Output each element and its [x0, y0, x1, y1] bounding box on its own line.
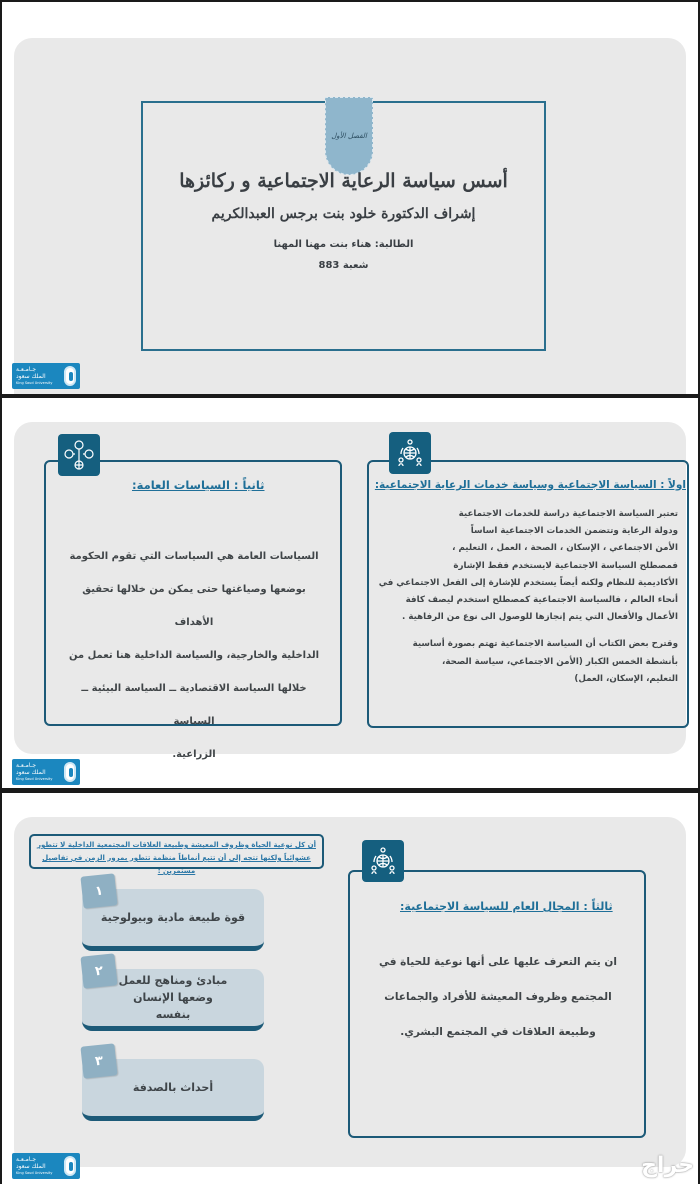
text-line: بوضعها وصياغتها حتى يمكن من خلالها تحقيق الأهداف	[82, 584, 306, 628]
logo-text-ar-1: جـامـعـة	[16, 761, 37, 769]
university-seal-icon	[64, 366, 76, 386]
step-text: قوة طبيعة مادية وبيولوجية	[100, 911, 246, 924]
section-3-title: ثالثاً : المجال العام للسياسة الاجتماعية:	[400, 900, 613, 913]
people-network-globe-icon	[58, 434, 100, 476]
chapter-label: الفصل الأول	[331, 132, 367, 140]
text-line: وطبيعة العلاقات في المجتمع البشري.	[400, 1026, 596, 1038]
text-line: وقترح بعض الكتاب أن السياسة الاجتماعية تهتم بصورة أساسية	[412, 639, 678, 650]
supervisor-line: إشراف الدكتورة خلود بنت برجس العبدالكريم	[211, 206, 476, 222]
section-2-title: ثانياً : السياسات العامة:	[132, 478, 265, 492]
text-line: التعليم، الإسكان، العمل)	[574, 673, 678, 684]
section-2-body	[64, 540, 324, 771]
step-number-1: ١	[80, 873, 117, 908]
chapter-badge	[325, 97, 373, 175]
text-line: أنحاء العالم ، فالسياسة الاجتماعية كمصطلح استخدم ليصف كافة	[405, 595, 678, 606]
logo-text-ar-2: الملك سعود	[16, 768, 46, 776]
text-line: الداخلية والخارجية، والسياسة الداخلية هنا تعمل من	[68, 650, 320, 661]
logo-text-en: King Saud University	[16, 776, 53, 781]
text-line: الأعمال والأفعال التي يتم إنجازها للوصول الى نوع من الرفاهية .	[402, 612, 678, 623]
university-logo	[12, 759, 80, 785]
university-logo	[12, 363, 80, 389]
logo-text-ar-1: جـامـعـة	[16, 365, 37, 373]
logo-text-ar-2: الملك سعود	[16, 372, 46, 380]
university-logo	[12, 1153, 80, 1179]
text-line: الأمن الاجتماعي ، الإسكان ، الصحة ، العمل ، التعليم ،	[452, 543, 678, 554]
text-line: ودولة الرعاية وتتضمن الخدمات الاجتماعية اساساً	[470, 526, 678, 537]
university-seal-icon	[64, 1156, 76, 1176]
presentation-title: أسس سياسة الرعاية الاجتماعية و ركائزها	[179, 170, 508, 192]
text-line: خلالها السياسة الاقتصادية ــ السياسة البيئية ــ السياسة	[81, 683, 307, 727]
text-line: السياسات العامة هي السياسات التي تقوم الحكومة	[69, 551, 319, 562]
haraj-watermark: حراج	[641, 1153, 694, 1178]
section-1-title: اولاً : السياسة الاجتماعية وسياسة خدمات الرعاية الاجتماعية:	[374, 479, 686, 491]
step-number-3: ٣	[80, 1043, 117, 1078]
student-name: الطالبة: هناء بنت مهنا المهنا	[273, 239, 414, 250]
logo-text-ar-2: الملك سعود	[16, 1162, 46, 1170]
globe-people-network-icon	[362, 840, 404, 882]
step-number-2: ٢	[80, 953, 117, 988]
step-text: مبادئ ومناهج للعمل وضعها الإنسان بنفسه	[118, 974, 228, 1021]
logo-text-ar-1: جـامـعـة	[16, 1155, 37, 1163]
text-line: الزراعية.	[172, 749, 216, 760]
university-seal-icon	[64, 762, 76, 782]
logo-text-en: King Saud University	[16, 1170, 53, 1175]
slide-policies	[2, 398, 698, 788]
intro-note: أن كل نوعية الحياة وظروف المعيشة وطبيعة العلاقات المجتمعية الداخلية لا تتطور عشوائياً ولكنها تتجه إلى أن تتبع أنماطاً منظمة تتطور بمرور الزمن في تفاصيل مستمرين :	[29, 834, 324, 869]
section-1-body	[378, 506, 678, 688]
text-line: فمصطلح السياسة الاجتماعية لايستخدم فقط الإشارة	[453, 560, 678, 571]
text-line: بأنشطة الخمس الكبار (الأمن الاجتماعي، سياسة الصحة،	[442, 656, 678, 667]
text-line: ان يتم التعرف عليها على أنها نوعية للحياة في	[379, 956, 617, 968]
step-text: أحداث بالصدفة	[132, 1081, 214, 1094]
section-3-body	[364, 945, 632, 1050]
text-line: المجتمع وظروف المعيشة للأفراد والجماعات	[384, 991, 612, 1003]
globe-people-network-icon	[389, 432, 431, 474]
slide-scope	[2, 793, 698, 1184]
section-number: شعبة 883	[318, 260, 369, 271]
text-line: تعتبر السياسة الاجتماعية دراسة للخدمات الاجتماعية	[458, 509, 678, 519]
logo-text-en: King Saud University	[16, 380, 53, 385]
text-line: الأكاديمية للنظام ولكنه أيضاً يستخدم للإشارة إلى الفعل الاجتماعي في	[378, 577, 678, 588]
slide-title	[2, 2, 698, 394]
